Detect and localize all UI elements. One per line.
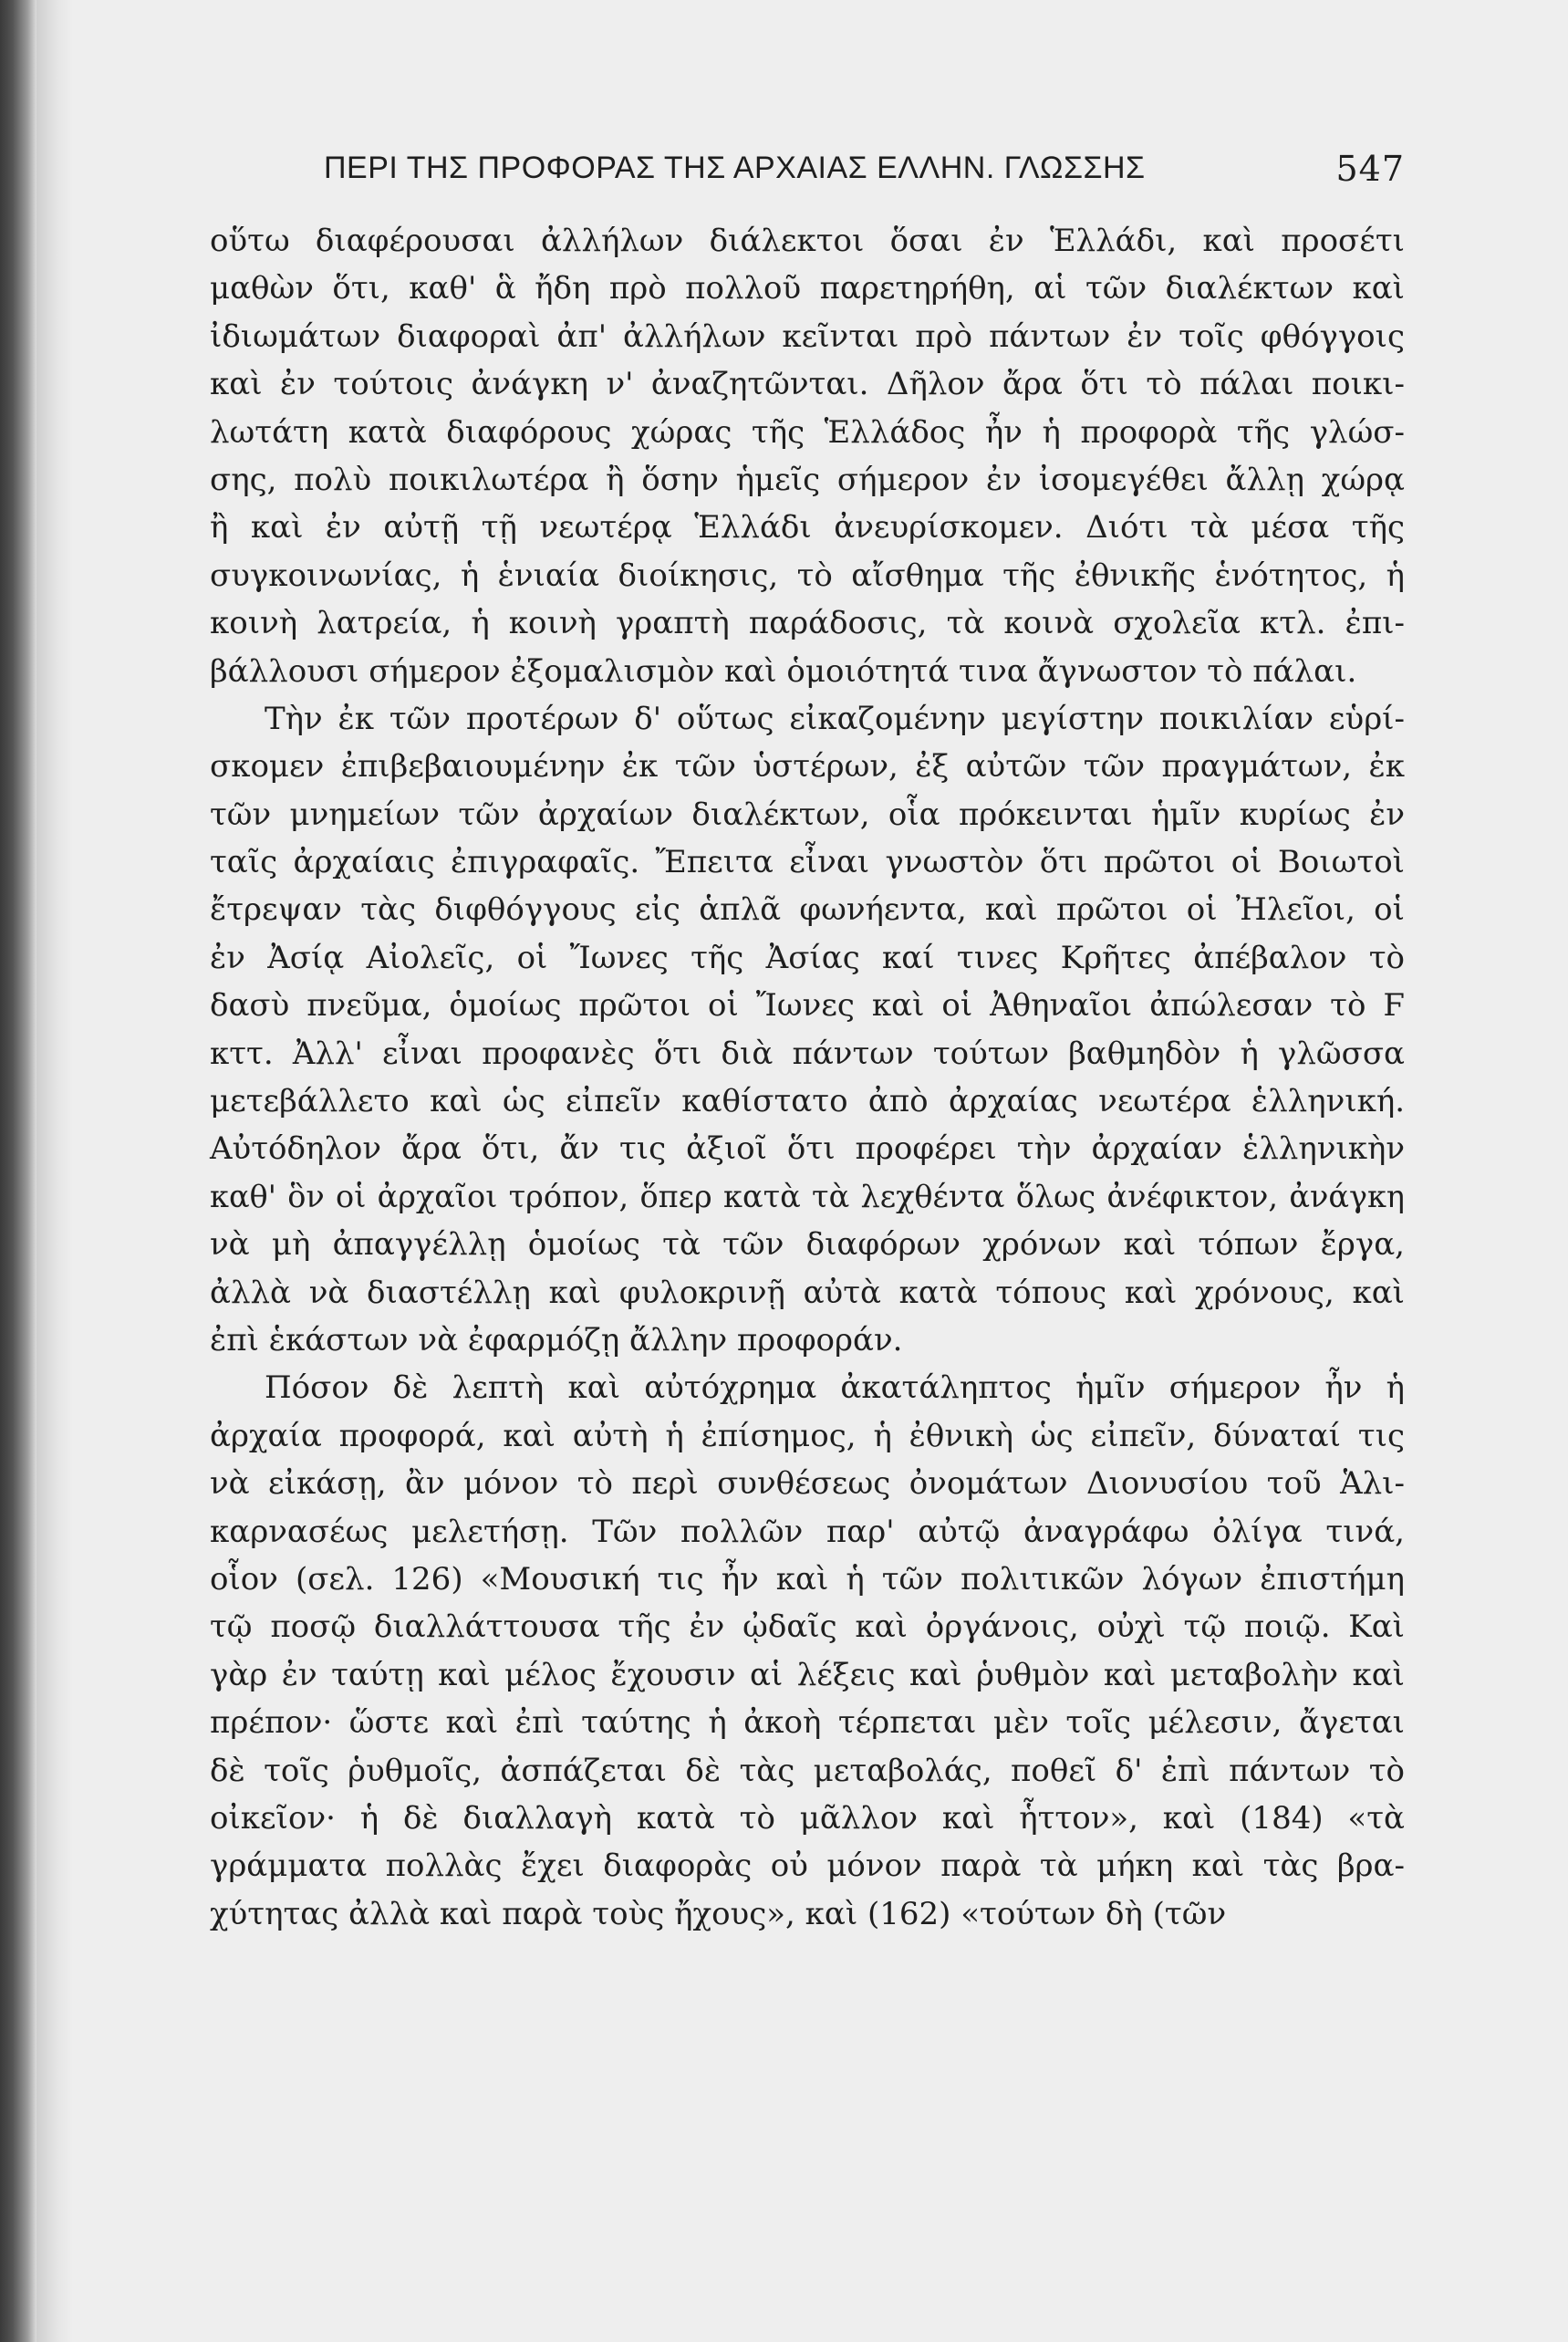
text-line: νὰ μὴ ἀπαγγέλλῃ ὁμοίως τὰ τῶν διαφόρων χρόνων καὶ τόπων ἔργα, <box>210 1226 1405 1264</box>
text-line: καρνασέως μελετήσῃ. Τῶν πολλῶν παρ' αὐτῷ ἀναγράφω ὀλίγα τινά, <box>210 1513 1405 1550</box>
paragraph-1 <box>210 217 1405 695</box>
paragraph-3 <box>210 1364 1405 1938</box>
text-line: κττ. Ἀλλ' εἶναι προφανὲς ὅτι διὰ πάντων τούτων βαθμηδὸν ἡ γλῶσσα <box>210 1035 1405 1072</box>
text-line: ἢ καὶ ἐν αὐτῇ τῇ νεωτέρᾳ Ἑλλάδι ἀνευρίσκομεν. Διότι τὰ μέσα τῆς <box>210 509 1405 546</box>
text-line: δὲ τοῖς ῥυθμοῖς, ἀσπάζεται δὲ τὰς μεταβολάς, ποθεῖ δ' ἐπὶ πάντων τὸ <box>210 1752 1405 1789</box>
text-line: ἔτρεψαν τὰς διφθόγγους εἰς ἁπλᾶ φωνήεντα, καὶ πρῶτοι οἱ Ἠλεῖοι, οἱ <box>210 891 1405 929</box>
paragraph-2 <box>210 695 1405 1364</box>
page-number: 547 <box>1335 149 1405 189</box>
text-line: ἐν Ἀσίᾳ Αἰολεῖς, οἱ Ἴωνες τῆς Ἀσίας καί τινες Κρῆτες ἀπέβαλον τὸ <box>210 939 1405 976</box>
text-line: σης, πολὺ ποικιλωτέρα ἢ ὅσην ἡμεῖς σήμερον ἐν ἰσομεγέθει ἄλλῃ χώρᾳ <box>210 461 1405 498</box>
text-line: οἷον (σελ. 126) «Μουσική τις ἦν καὶ ἡ τῶν πολιτικῶν λόγων ἐπιστήμη <box>210 1560 1405 1598</box>
text-line: ἀρχαία προφορά, καὶ αὐτὴ ἡ ἐπίσημος, ἡ ἐθνικὴ ὡς εἰπεῖν, δύναταί τις <box>210 1417 1405 1454</box>
binding-shadow <box>36 0 73 2342</box>
text-line: μαθὼν ὅτι, καθ' ἃ ἤδη πρὸ πολλοῦ παρετηρήθη, αἱ τῶν διαλέκτων καὶ <box>210 270 1405 307</box>
text-line: ἀλλὰ νὰ διαστέλλῃ καὶ φυλοκρινῇ αὐτὰ κατὰ τόπους καὶ χρόνους, καὶ <box>210 1274 1405 1311</box>
text-line: συγκοινωνίας, ἡ ἑνιαία διοίκησις, τὸ αἴσθημα τῆς ἐθνικῆς ἑνότητος, ἡ <box>210 557 1405 594</box>
text-line: κοινὴ λατρεία, ἡ κοινὴ γραπτὴ παράδοσις, τὰ κοινὰ σχολεῖα κτλ. ἐπι- <box>210 605 1405 642</box>
text-line: λωτάτη κατὰ διαφόρους χώρας τῆς Ἑλλάδος ἦν ἡ προφορὰ τῆς γλώσ- <box>210 413 1405 451</box>
text-line: νὰ εἰκάσῃ, ἂν μόνον τὸ περὶ συνθέσεως ὀνομάτων Διονυσίου τοῦ Ἁλι- <box>210 1465 1405 1503</box>
running-title: ΠΕΡΙ ΤΗΣ ΠΡΟΦΟΡΑΣ ΤΗΣ ΑΡΧΑΙΑΣ ΕΛΛΗΝ. ΓΛΩΣΣΗΣ <box>324 151 1146 185</box>
text-line: χύτητας ἀλλὰ καὶ παρὰ τοὺς ἤχους», καὶ (162) «τούτων δὴ (τῶν <box>210 1895 1227 1932</box>
text-line: γὰρ ἐν ταύτῃ καὶ μέλος ἔχουσιν αἱ λέξεις καὶ ῥυθμὸν καὶ μεταβολὴν καὶ <box>210 1656 1405 1693</box>
text-line: καθ' ὃν οἱ ἀρχαῖοι τρόπον, ὅπερ κατὰ τὰ λεχθέντα ὅλως ἀνέφικτον, ἀνάγκη <box>210 1178 1405 1214</box>
text-line: ἐπὶ ἑκάστων νὰ ἐφαρμόζῃ ἄλλην προφοράν. <box>210 1321 903 1358</box>
binding-gutter <box>0 0 36 2342</box>
text-line: οὕτω διαφέρουσαι ἀλλήλων διάλεκτοι ὅσαι ἐν Ἑλλάδι, καὶ προσέτι <box>210 223 1405 259</box>
body-text <box>210 217 1405 1938</box>
text-line: καὶ ἐν τούτοις ἀνάγκη ν' ἀναζητῶνται. Δῆλον ἄρα ὅτι τὸ πάλαι ποικι- <box>210 366 1405 403</box>
text-line: οἰκεῖον· ἡ δὲ διαλλαγὴ κατὰ τὸ μᾶλλον καὶ ἧττον», καὶ (184) «τὰ <box>210 1799 1405 1837</box>
text-line: σκομεν ἐπιβεβαιουμένην ἐκ τῶν ὑστέρων, ἐξ αὐτῶν τῶν πραγμάτων, ἐκ <box>210 748 1405 786</box>
text-line: τῶν μνημείων τῶν ἀρχαίων διαλέκτων, οἷα πρόκεινται ἡμῖν κυρίως ἐν <box>210 796 1405 833</box>
text-line: πρέπον· ὥστε καὶ ἐπὶ ταύτης ἡ ἀκοὴ τέρπεται μὲν τοῖς μέλεσιν, ἄγεται <box>210 1704 1405 1742</box>
text-line: ἰδιωμάτων διαφοραὶ ἀπ' ἀλλήλων κεῖνται πρὸ πάντων ἐν τοῖς φθόγγοις <box>210 317 1405 355</box>
text-line: γράμματα πολλὰς ἔχει διαφορὰς οὐ μόνον παρὰ τὰ μήκη καὶ τὰς βρα- <box>210 1848 1405 1885</box>
running-head <box>324 151 1405 194</box>
text-line: μετεβάλλετο καὶ ὡς εἰπεῖν καθίστατο ἀπὸ ἀρχαίας νεωτέρα ἑλληνική. <box>210 1083 1405 1120</box>
text-line: ταῖς ἀρχαίαις ἐπιγραφαῖς. Ἔπειτα εἶναι γνωστὸν ὅτι πρῶτοι οἱ Βοιωτοὶ <box>210 844 1405 881</box>
text-line: βάλλουσι σήμερον ἐξομαλισμὸν καὶ ὁμοιότητά τινα ἄγνωστον τὸ πάλαι. <box>210 652 1357 690</box>
text-line: Τὴν ἐκ τῶν προτέρων δ' οὕτως εἰκαζομένην μεγίστην ποικιλίαν εὑρί- <box>265 700 1405 737</box>
text-line: δασὺ πνεῦμα, ὁμοίως πρῶτοι οἱ Ἴωνες καὶ οἱ Ἀθηναῖοι ἀπώλεσαν τὸ Ϝ <box>210 987 1405 1025</box>
text-line: Πόσον δὲ λεπτὴ καὶ αὐτόχρημα ἀκατάληπτος ἡμῖν σήμερον ἦν ἡ <box>265 1369 1405 1407</box>
text-line: Αὐτόδηλον ἄρα ὅτι, ἄν τις ἀξιοῖ ὅτι προφέρει τὴν ἀρχαίαν ἑλληνικὴν <box>210 1130 1405 1168</box>
text-line: τῷ ποσῷ διαλλάττουσα τῆς ἐν ᾠδαῖς καὶ ὀργάνοις, οὐχὶ τῷ ποιῷ. Καὶ <box>210 1608 1405 1646</box>
